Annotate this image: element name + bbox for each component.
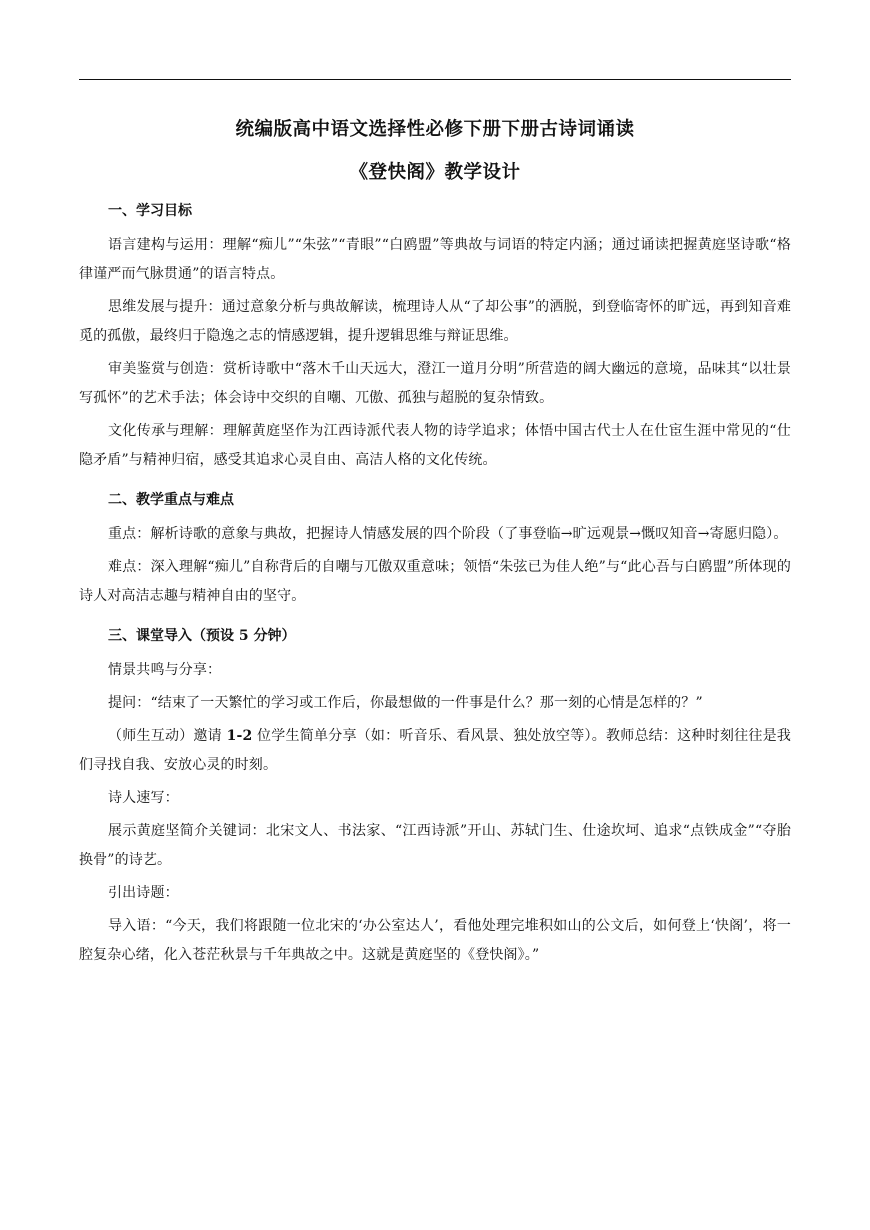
paragraph: 思维发展与提升：通过意象分析与典故解读，梳理诗人从“了却公事”的洒脱，到登临寄怀的旷远，再到知音难觅的孤傲，最终归于隐逸之志的情感逻辑，提升逻辑思维与辩证思维。 (79, 299, 791, 344)
paragraph: 诗人速写： (108, 790, 179, 806)
document-body (79, 100, 791, 970)
paragraph: 语言建构与运用：理解“痴儿”“朱弦”“青眼”“白鸥盟”等典故与词语的特定内涵；通过诵读把握黄庭坚诗歌“格律谨严而气脉贯通”的语言特点。 (79, 237, 791, 282)
header-rule (79, 79, 791, 80)
paragraph: 难点：深入理解“痴儿”自称背后的自嘲与兀傲双重意味；领悟“朱弦已为佳人绝”与“此心吾与白鸥盟”所体现的诗人对高洁志趣与精神自由的坚守。 (79, 559, 791, 604)
section-heading-introduction: 三、课堂导入（预设 5 分钟） (108, 628, 296, 644)
paragraph: 审美鉴赏与创造：赏析诗歌中“落木千山天远大，澄江一道月分明”所营造的阔大幽远的意境，品味其“以壮景写孤怀”的艺术手法；体会诗中交织的自嘲、兀傲、孤独与超脱的复杂情致。 (79, 361, 791, 406)
paragraph: 引出诗题： (108, 885, 179, 901)
document-title: 统编版高中语文选择性必修下册下册古诗词诵读 (235, 119, 635, 140)
section-heading-objectives: 一、学习目标 (108, 203, 192, 219)
paragraph: 提问：“结束了一天繁忙的学习或工作后，你最想做的一件事是什么？那一刻的心情是怎样的？” (108, 695, 703, 711)
text-run: （师生互动）邀请 (108, 728, 227, 744)
document-subtitle: 《登快阁》教学设计 (349, 162, 521, 183)
text-run: 位学生简单分享（如：听音乐、看风景、独处放空等）。教师总结：这种时刻往往是我们寻找自我、安放心灵的时刻。 (79, 728, 791, 773)
paragraph: 展示黄庭坚简介关键词：北宋文人、书法家、“江西诗派”开山、苏轼门生、仕途坎坷、追求“点铁成金”“夺胎换骨”的诗艺。 (79, 823, 791, 868)
paragraph: 文化传承与理解：理解黄庭坚作为江西诗派代表人物的诗学追求；体悟中国古代士人在仕宦生涯中常见的“仕隐矛盾”与精神归宿，感受其追求心灵自由、高洁人格的文化传统。 (79, 423, 791, 468)
paragraph: 导入语：“今天，我们将跟随一位北宋的‘办公室达人’，看他处理完堆积如山的公文后，如何登上‘快阁’，将一腔复杂心绪，化入苍茫秋景与千年典故之中。这就是黄庭坚的《登快阁》。” (79, 918, 791, 963)
paragraph (79, 722, 791, 780)
paragraph: 重点：解析诗歌的意象与典故，把握诗人情感发展的四个阶段（了事登临→旷远观景→慨叹知音→寄愿归隐）。 (108, 526, 788, 542)
text-run-bold: 1-2 (226, 728, 253, 744)
paragraph: 情景共鸣与分享： (108, 662, 222, 678)
section-heading-key-points: 二、教学重点与难点 (108, 492, 234, 508)
